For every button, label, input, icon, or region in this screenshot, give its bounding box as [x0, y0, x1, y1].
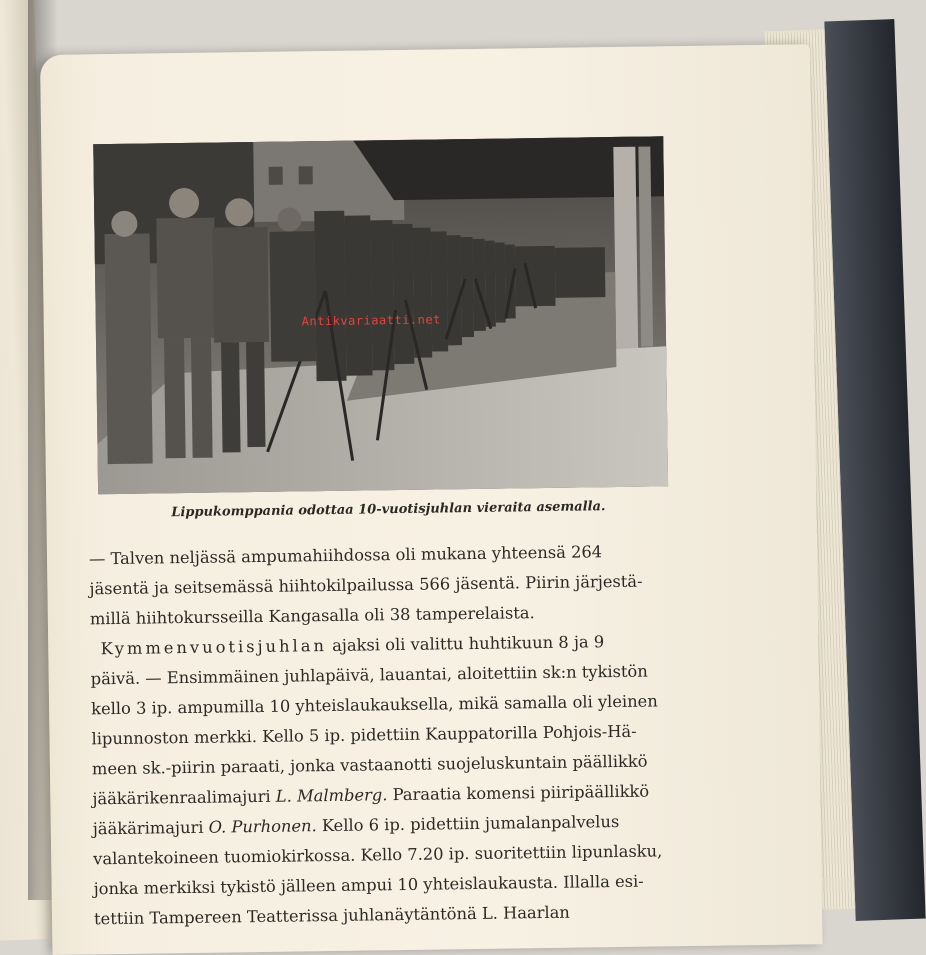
spaced-heading: Kymmenvuotisjuhlan	[100, 636, 328, 659]
text-line-9-pre: jääkärikenraalimajuri	[92, 786, 276, 809]
body-text	[89, 536, 714, 935]
person-name-malmberg: L. Malmberg.	[275, 785, 388, 806]
text-line-12: jonka merkiksi tykistö jälleen ampui 10 yhteislaukausta. Illalla esi-	[93, 871, 644, 899]
watermark: Antikvariaatti.net	[301, 312, 441, 329]
photo-caption: Lippukomppania odottaa 10-vuotisjuhlan vieraita asemalla.	[171, 499, 606, 521]
text-line-10-post: Kello 6 ip. pidettiin jumalanpalvelus	[316, 811, 620, 836]
text-line-2: jäsentä ja seitsemässä hiihtokilpailussa 566 jäsentä. Piirin järjestä-	[89, 571, 643, 599]
text-line-4-rest: ajaksi oli valittu huhtikuun 8 ja 9	[326, 632, 605, 656]
text-line-9-post: Paraatia komensi piiripäällikkö	[387, 781, 650, 805]
text-line-7: lipunnoston merkki. Kello 5 ip. pidettiin Kauppatorilla Pohjois-Hä-	[91, 721, 637, 749]
right-page	[40, 44, 822, 955]
person-name-purhonen: O. Purhonen.	[208, 816, 317, 837]
text-line-5: päivä. — Ensimmäinen juhlapäivä, lauantai, aloitettiin sk:n tykistön	[90, 661, 648, 689]
text-line-6: kello 3 ip. ampumilla 10 yhteislaukauksella, mikä samalla oli yleinen	[91, 691, 658, 719]
text-line-1: — Talven neljässä ampumahiihdossa oli mukana yhteensä 264	[88, 542, 603, 569]
text-line-3: millä hiihtokursseilla Kangasalla oli 38 tamperelaista.	[89, 603, 535, 629]
text-line-10-pre: jääkärimajuri	[92, 817, 209, 839]
text-line-13: tettiin Tampereen Teatterissa juhlanäytäntönä L. Haarlan	[93, 902, 570, 929]
text-line-11: valantekoineen tuomiokirkossa. Kello 7.20 ip. suoritettiin lipunlasku,	[93, 841, 663, 869]
left-page-edge-text	[0, 61, 4, 524]
text-line-8: meen sk.-piirin paraati, jonka vastaanotti suojeluskuntain päällikkö	[91, 751, 648, 779]
